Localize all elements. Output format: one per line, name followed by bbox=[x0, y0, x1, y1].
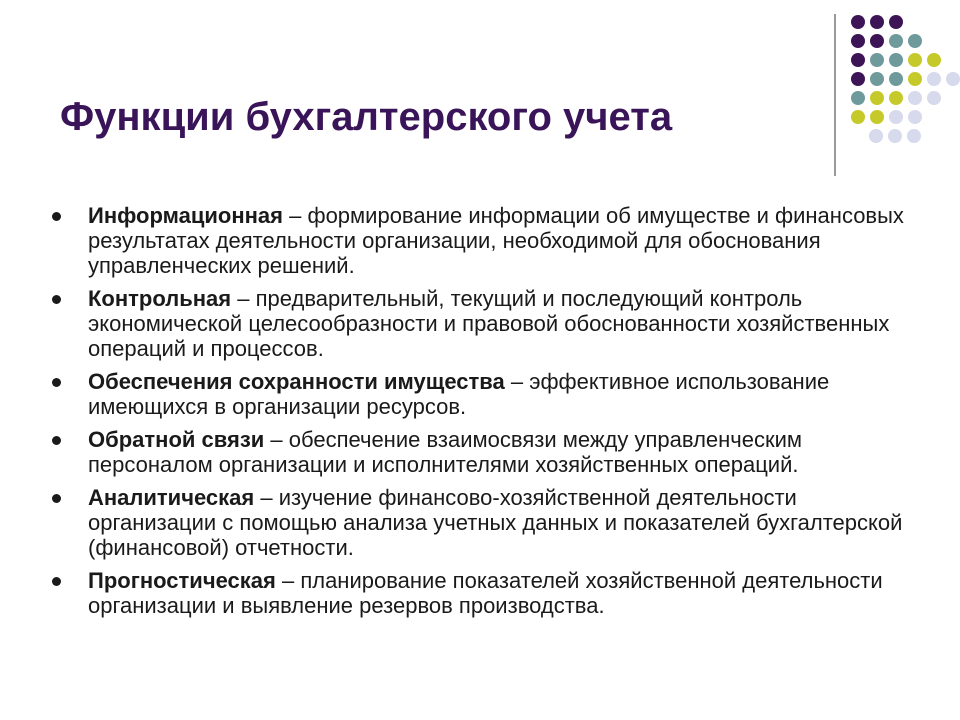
decorative-dot bbox=[927, 72, 941, 86]
decorative-dot bbox=[870, 15, 884, 29]
decorative-dot bbox=[908, 34, 922, 48]
bullet-item-prognostic bbox=[52, 568, 922, 618]
decorative-dot bbox=[869, 129, 883, 143]
decorative-dot bbox=[889, 34, 903, 48]
bullet-term: Информационная bbox=[88, 203, 284, 228]
decorative-dot-grid bbox=[0, 0, 960, 180]
bullet-item-analytical bbox=[52, 485, 922, 560]
decorative-dot bbox=[870, 110, 884, 124]
bullet-term: Обратной связи bbox=[88, 427, 265, 452]
decorative-dot bbox=[927, 91, 941, 105]
bullet-term: Прогностическая bbox=[88, 568, 276, 593]
bullet-item-asset-protection bbox=[52, 369, 922, 419]
decorative-dot bbox=[908, 110, 922, 124]
bullet-term: Контрольная bbox=[88, 286, 232, 311]
decorative-dot bbox=[851, 15, 865, 29]
decorative-dot bbox=[889, 72, 903, 86]
decorative-dot bbox=[870, 34, 884, 48]
decorative-dot bbox=[888, 129, 902, 143]
decorative-dot bbox=[851, 91, 865, 105]
slide-title: Функции бухгалтерского учета bbox=[60, 95, 673, 139]
decorative-dot bbox=[889, 15, 903, 29]
bullet-text: – предварительный, текущий и последующий контроль экономической целесообразности и правовой обоснованности хозяйственных операций и процессов. bbox=[88, 286, 890, 361]
bullet-marker-icon bbox=[52, 436, 61, 445]
bullet-marker-icon bbox=[52, 378, 61, 387]
decorative-dot bbox=[907, 129, 921, 143]
bullet-marker-icon bbox=[52, 212, 61, 221]
bullet-term: Обеспечения сохранности имущества bbox=[88, 369, 505, 394]
decorative-dot bbox=[870, 53, 884, 67]
bullet-text: – планирование показателей хозяйственной деятельности организации и выявление резервов производства. bbox=[88, 568, 883, 618]
decorative-dot bbox=[908, 72, 922, 86]
decorative-dot bbox=[889, 53, 903, 67]
bullet-term: Аналитическая bbox=[88, 485, 255, 510]
decorative-dot bbox=[946, 72, 960, 86]
decorative-dot bbox=[908, 91, 922, 105]
decorative-dot bbox=[851, 34, 865, 48]
decorative-dot bbox=[851, 110, 865, 124]
decorative-dot bbox=[927, 53, 941, 67]
bullet-text: – обеспечение взаимосвязи между управленческим персоналом организации и исполнителями хозяйственных операций. bbox=[88, 427, 803, 477]
bullet-item-informational bbox=[52, 203, 922, 278]
bullet-text: – формирование информации об имуществе и финансовых результатах деятельности организации, необходимой для обоснования управленческих решений. bbox=[88, 203, 904, 278]
bullet-marker-icon bbox=[52, 494, 61, 503]
bullet-list bbox=[52, 203, 922, 626]
decorative-dot bbox=[870, 72, 884, 86]
decorative-dot bbox=[889, 110, 903, 124]
decorative-dot bbox=[851, 53, 865, 67]
bullet-text: – эффективное использование имеющихся в организации ресурсов. bbox=[88, 369, 830, 419]
decorative-dot bbox=[908, 53, 922, 67]
bullet-marker-icon bbox=[52, 577, 61, 586]
bullet-text: – изучение финансово-хозяйственной деятельности организации с помощью анализа учетных данных и показателей бухгалтерской (финансовой) отчетности. bbox=[88, 485, 903, 560]
bullet-item-feedback bbox=[52, 427, 922, 477]
bullet-item-control bbox=[52, 286, 922, 361]
bullet-marker-icon bbox=[52, 295, 61, 304]
decorative-dot bbox=[889, 91, 903, 105]
decorative-dot bbox=[851, 72, 865, 86]
decorative-dot bbox=[870, 91, 884, 105]
